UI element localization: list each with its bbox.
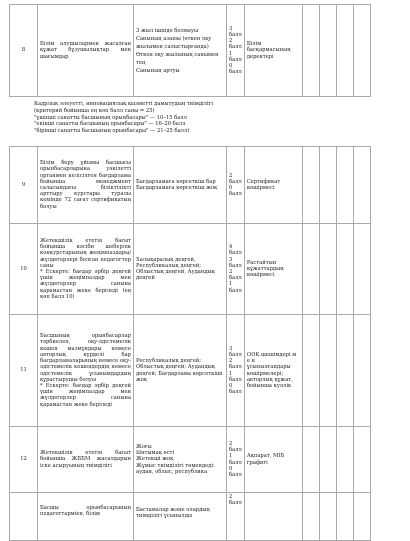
confirm-cell: Ақпарат, МІБ графигі <box>244 427 302 493</box>
criterion-range-2: "екінші санатты басшының орынбасары" — 16–20 балл <box>34 121 186 128</box>
score-cell: 3 балл 2 балл 1 балл 0 балл <box>227 315 245 427</box>
indicator-cell: Жетекшілік ететін бағыт бойынша ЖББМ жасалдарын іске асыруының тиімділігі <box>38 427 134 493</box>
criteria-table-top <box>9 4 371 97</box>
confirm-cell: Білім басқармасының деректері <box>244 5 302 97</box>
indicator-cell: Жетекшілік ететін бағыт бойынша кәсіби шеберлік конкурстарының жеңімпаздары/ жүлдегерлері болған педагогтер саны * Ескерте: бағдар әрбір деңгей үшін жеңімпаздар мен жүлдегерлер санына қарамастан жеке беріледі (ең көп балл 10) <box>38 224 134 315</box>
row-number: 12 <box>10 427 38 493</box>
source-cell: Республикалық деңгей; Облыстық деңгей; Аудандық деңгей; Бағдарлама көрсеткіші жоқ <box>134 315 227 427</box>
indicator-cell: Білім беру ұйымы басшысы орынбасарларына уәкілетті органмен келісілген бағдарлама бойынша менеджмент саласындағы біліктілікті арттыру курстары туралы кемінде 72 сағат сертификатың болуы <box>38 147 134 224</box>
table-row <box>10 224 371 315</box>
score-cell: 2 балл 0 балл <box>227 147 245 224</box>
confirm-cell: ОӘК шешімдері м е н ұсынылғандары көшірмелері; авторлық құжат, бойынша куәлік <box>244 315 302 427</box>
score-cell: 2 балл 1 балл 0 балл <box>227 427 245 493</box>
row-number: 10 <box>10 224 38 315</box>
table-row <box>10 493 371 541</box>
confirm-cell <box>244 493 302 541</box>
empty-cell <box>336 5 353 97</box>
table-row <box>10 147 371 224</box>
source-cell: Халықаралық деңгей, Республикалық деңгей; Облыстық деңгей, Аудандық деңгей <box>134 224 227 315</box>
criterion-range-3: "ұшінші санатты басшының орынбасары" — 10–15 балл <box>34 114 187 121</box>
criterion-title: Кадрлық әлеуетті, инновациялық қызметті дамытудың тиімділігі <box>34 101 214 107</box>
row-number: 8 <box>10 5 38 97</box>
criterion-heading <box>34 101 374 135</box>
confirm-cell: Растайтын құжаттардың көшірмесі <box>244 224 302 315</box>
row-number: 9 <box>10 147 38 224</box>
score-cell: 3 балл 2 балл 1 балл 0 балл <box>227 5 245 97</box>
score-cell: 2 балл <box>227 493 245 541</box>
source-cell: 3 жыл ішінде болмауы Санының азаюы (өткен оқу жылымен салыстырғанда) Өткен оқу жылының санымен тең Санының артуы <box>134 5 227 97</box>
empty-cell <box>319 5 336 97</box>
indicator-cell: Басшының орынбасарлар тәрбиелеп, оқу-әдістемелік кешен мазмұндары немесе авторлық күрделі бар бағдарламаларының немесе оқу-әдістемелік кешендердің немесе әдістемелік ұсынымдардың құрастырушы болуы * Ескерте: бағдар әрбір деңгей үшін жеңімпаздар мен жүлдегерлер санына қарамастан жеке беріледі <box>38 315 134 427</box>
table-row <box>10 427 371 493</box>
score-cell: 4 балл 3 балл 2 балл 1 балл <box>227 224 245 315</box>
row-number: 11 <box>10 315 38 427</box>
confirm-cell: Сертификат көшірмесі <box>244 147 302 224</box>
indicator-cell: Білім алушылармен жасалған құжат бұзушылықтар мен шағымдар <box>38 5 134 97</box>
source-cell: Бағдарламаға көрсеткіш бар Бағдарламаға көрсеткіш жоқ <box>134 147 227 224</box>
table-row <box>10 5 371 97</box>
table-row <box>10 315 371 427</box>
empty-cell <box>302 5 319 97</box>
empty-cell <box>353 5 370 97</box>
source-cell: Жоғы Ынтымақ өсті Жетекші жоқ Жұмыс тиімділігі төмендеді: аудан, облыс, республика <box>134 427 227 493</box>
source-cell: Бастамалар және олардың тиімділігі ұсынылды <box>134 493 227 541</box>
row-number <box>10 493 38 541</box>
criterion-max: (критерий бойынша ең көп балл саны = 25) <box>34 107 155 114</box>
criteria-table <box>9 146 371 541</box>
indicator-cell: Басшы орынбасарының педагогтарміен, білім <box>38 493 134 541</box>
criterion-range-1: "бірінші санатты басшының орынбасары" — 21–25 балл) <box>34 128 190 135</box>
